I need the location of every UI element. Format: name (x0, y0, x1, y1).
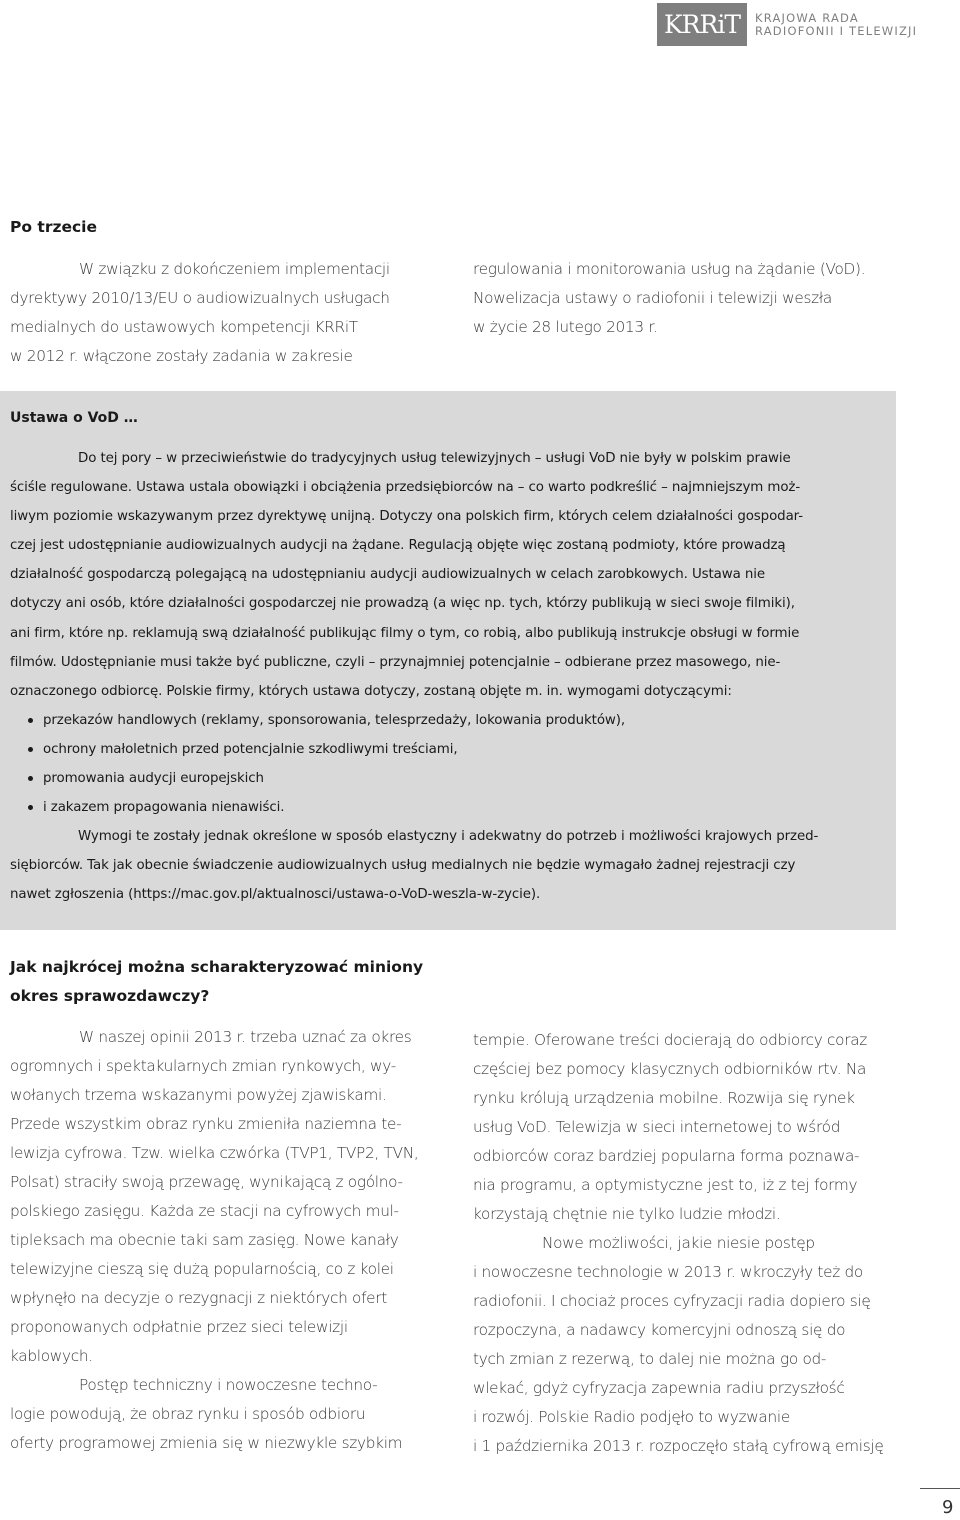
text-line: polskiego zasięgu. Każda ze stacji na cyfrowych mul- (10, 1202, 399, 1220)
box-body (10, 444, 818, 910)
text-line: liwym poziomie wskazywanym przez dyrektywę unijną. Dotyczy ona polskich firm, których celem działalności gospodar- (10, 509, 803, 525)
bullet-item (10, 764, 818, 793)
text-line: ani firm, które np. reklamują swą działalność publikując filmy o tym, co robią, albo publikują instrukcje obsługi w formie (10, 625, 800, 641)
bullet-item (10, 735, 818, 764)
text-line: wlekać, gdyż cyfryzacja zapewnia radiu przyszłość (473, 1379, 845, 1397)
box-title: Ustawa o VoD … (10, 410, 138, 426)
text-line: medialnych do ustawowych kompetencji KRRiT (10, 318, 358, 336)
text-line: korzystają chętnie nie tylko ludzie młodzi. (473, 1205, 781, 1223)
text-line: tych zmian z rezerwą, to dalej nie można go od- (473, 1350, 827, 1368)
text-line: radiofonii. I chociaż proces cyfryzacji radia dopiero się (473, 1292, 871, 1310)
text-line: tipleksach ma obecnie taki sam zasięg. Nowe kanały (10, 1231, 399, 1249)
text-line: i nowoczesne technologie w 2013 r. wkroczyły też do (473, 1263, 863, 1281)
text-line: tempie. Oferowane treści docierają do odbiorcy coraz (473, 1031, 868, 1049)
text-line: odbiorców coraz bardziej popularna forma poznawa- (473, 1147, 860, 1165)
text-line: częściej bez pomocy klasycznych odbiorników rtv. Na (473, 1060, 867, 1078)
section-heading-po-trzecie: Po trzecie (10, 218, 98, 236)
text-line: Przede wszystkim obraz rynku zmieniła naziemna te- (10, 1115, 402, 1133)
text-line: dotyczy ani osób, które działalności gospodarczej nie prowadzą (a więc np. tych, którzy publikują w sieci swoje filmiki), (10, 596, 795, 612)
text-line: proponowanych odpłatnie przez sieci telewizji (10, 1318, 348, 1336)
bullet-icon (28, 747, 33, 752)
text-line: oznaczonego odbiorcę. Polskie firmy, których ustawa dotyczy, zostaną objęte m. in. wymogami dotyczącymi: (10, 683, 732, 699)
logo-line-1: KRAJOWA RADA (755, 10, 859, 25)
bullet-text: i zakazem propagowania nienawiści. (43, 800, 285, 816)
section1-right-column (473, 255, 865, 342)
bullet-text: promowania audycji europejskich (43, 771, 264, 787)
bullet-text: ochrony małoletnich przed potencjalnie szkodliwymi treściami, (43, 741, 458, 757)
text-line: W związku z dokończeniem implementacji (79, 260, 390, 278)
section1-left-column (10, 255, 390, 371)
text-line: rozpoczyna, a nadawcy komercyjni odnoszą się do (473, 1321, 846, 1339)
text-line: nia programu, a optymistyczne jest to, iż z tej formy (473, 1176, 858, 1194)
bullet-text: przekazów handlowych (reklamy, sponsorowania, telesprzedaży, lokowania produktów), (43, 712, 626, 728)
heading-line: Jak najkrócej można scharakteryzować miniony (10, 958, 424, 976)
text-line: siębiorców. Tak jak obecnie świadczenie audiowizualnych usług medialnych nie będzie wymagało żadnej rejestracji czy (10, 858, 796, 874)
page-number-rule (920, 1488, 960, 1489)
logo-line-2: RADIOFONII I TELEWIZJI (755, 23, 918, 38)
logo-mark: KRRiT (657, 3, 747, 46)
text-line: W naszej opinii 2013 r. trzeba uznać za okres (79, 1028, 412, 1046)
section2-right-column (473, 1026, 883, 1461)
bullet-icon (28, 776, 33, 781)
logo-text (755, 12, 917, 38)
text-line: rynku królują urządzenia mobilne. Rozwija się rynek (473, 1089, 855, 1107)
text-line: ściśle regulowane. Ustawa ustala obowiązki i obciążenia przedsiębiorców na – co warto podkreślić – najmniejszym moż- (10, 480, 801, 496)
text-line: ogromnych i spektakularnych zmian rynkowych, wy- (10, 1057, 396, 1075)
text-line: w życie 28 lutego 2013 r. (473, 318, 658, 336)
text-line: Postęp techniczny i nowoczesne techno- (79, 1376, 378, 1394)
text-line: oferty programowej zmienia się w niezwykle szybkim (10, 1434, 403, 1452)
text-line: nawet zgłoszenia (https://mac.gov.pl/aktualnosci/ustawa-o-VoD-weszla-w-zycie). (10, 887, 541, 903)
text-line: i rozwój. Polskie Radio podjęło to wyzwanie (473, 1408, 790, 1426)
heading-line: okres sprawozdawczy? (10, 987, 210, 1005)
text-line: Nowelizacja ustawy o radiofonii i telewizji weszła (473, 289, 832, 307)
text-line: wpłynęło na decyzje o rezygnacji z niektórych ofert (10, 1289, 387, 1307)
text-line: działalność gospodarczą polegającą na udostępnianiu audycji audiowizualnych w celach zarobkowych. Ustawa nie (10, 567, 766, 583)
text-line: filmów. Udostępnianie musi także być publiczne, czyli – przynajmniej potencjalnie – odbierane przez masowego, nie- (10, 654, 781, 670)
bullet-item (10, 706, 818, 735)
bullet-icon (28, 805, 33, 810)
text-line: i 1 października 2013 r. rozpoczęło stałą cyfrową emisję (473, 1437, 884, 1455)
page-number: 9 (942, 1497, 954, 1518)
text-line: usług VoD. Telewizja w sieci internetowej to wśród (473, 1118, 841, 1136)
text-line: kablowych. (10, 1347, 93, 1365)
text-line: wołanych trzema wskazanymi powyżej zjawiskami. (10, 1086, 387, 1104)
text-line: telewizyjne cieszą się dużą popularnością, co z kolei (10, 1260, 394, 1278)
text-line: Polsat) straciły swoją przewagę, wynikającą z ogólno- (10, 1173, 403, 1191)
krrit-logo (657, 3, 917, 46)
text-line: dyrektywy 2010/13/EU o audiowizualnych usługach (10, 289, 390, 307)
bullet-icon (28, 718, 33, 723)
section2-left-column (10, 1023, 418, 1458)
section-heading-okres (10, 953, 423, 1011)
bullet-item (10, 793, 818, 822)
text-line: regulowania i monitorowania usług na żądanie (VoD). (473, 260, 866, 278)
text-line: Nowe możliwości, jakie niesie postęp (542, 1234, 815, 1252)
text-line: Do tej pory – w przeciwieństwie do tradycyjnych usług telewizyjnych – usługi VoD nie były w polskim prawie (78, 451, 791, 466)
text-line: w 2012 r. włączone zostały zadania w zakresie (10, 347, 353, 365)
text-line: czej jest udostępnianie audiowizualnych audycji na żądane. Regulacją objęte więc zostaną podmioty, które prowadzą (10, 538, 786, 554)
text-line: logie powodują, że obraz rynku i sposób odbioru (10, 1405, 366, 1423)
text-line: Wymogi te zostały jednak określone w sposób elastyczny i adekwatny do potrzeb i możliwości krajowych przed- (78, 829, 819, 845)
text-line: lewizja cyfrowa. Tzw. wielka czwórka (TVP1, TVP2, TVN, (10, 1144, 419, 1162)
